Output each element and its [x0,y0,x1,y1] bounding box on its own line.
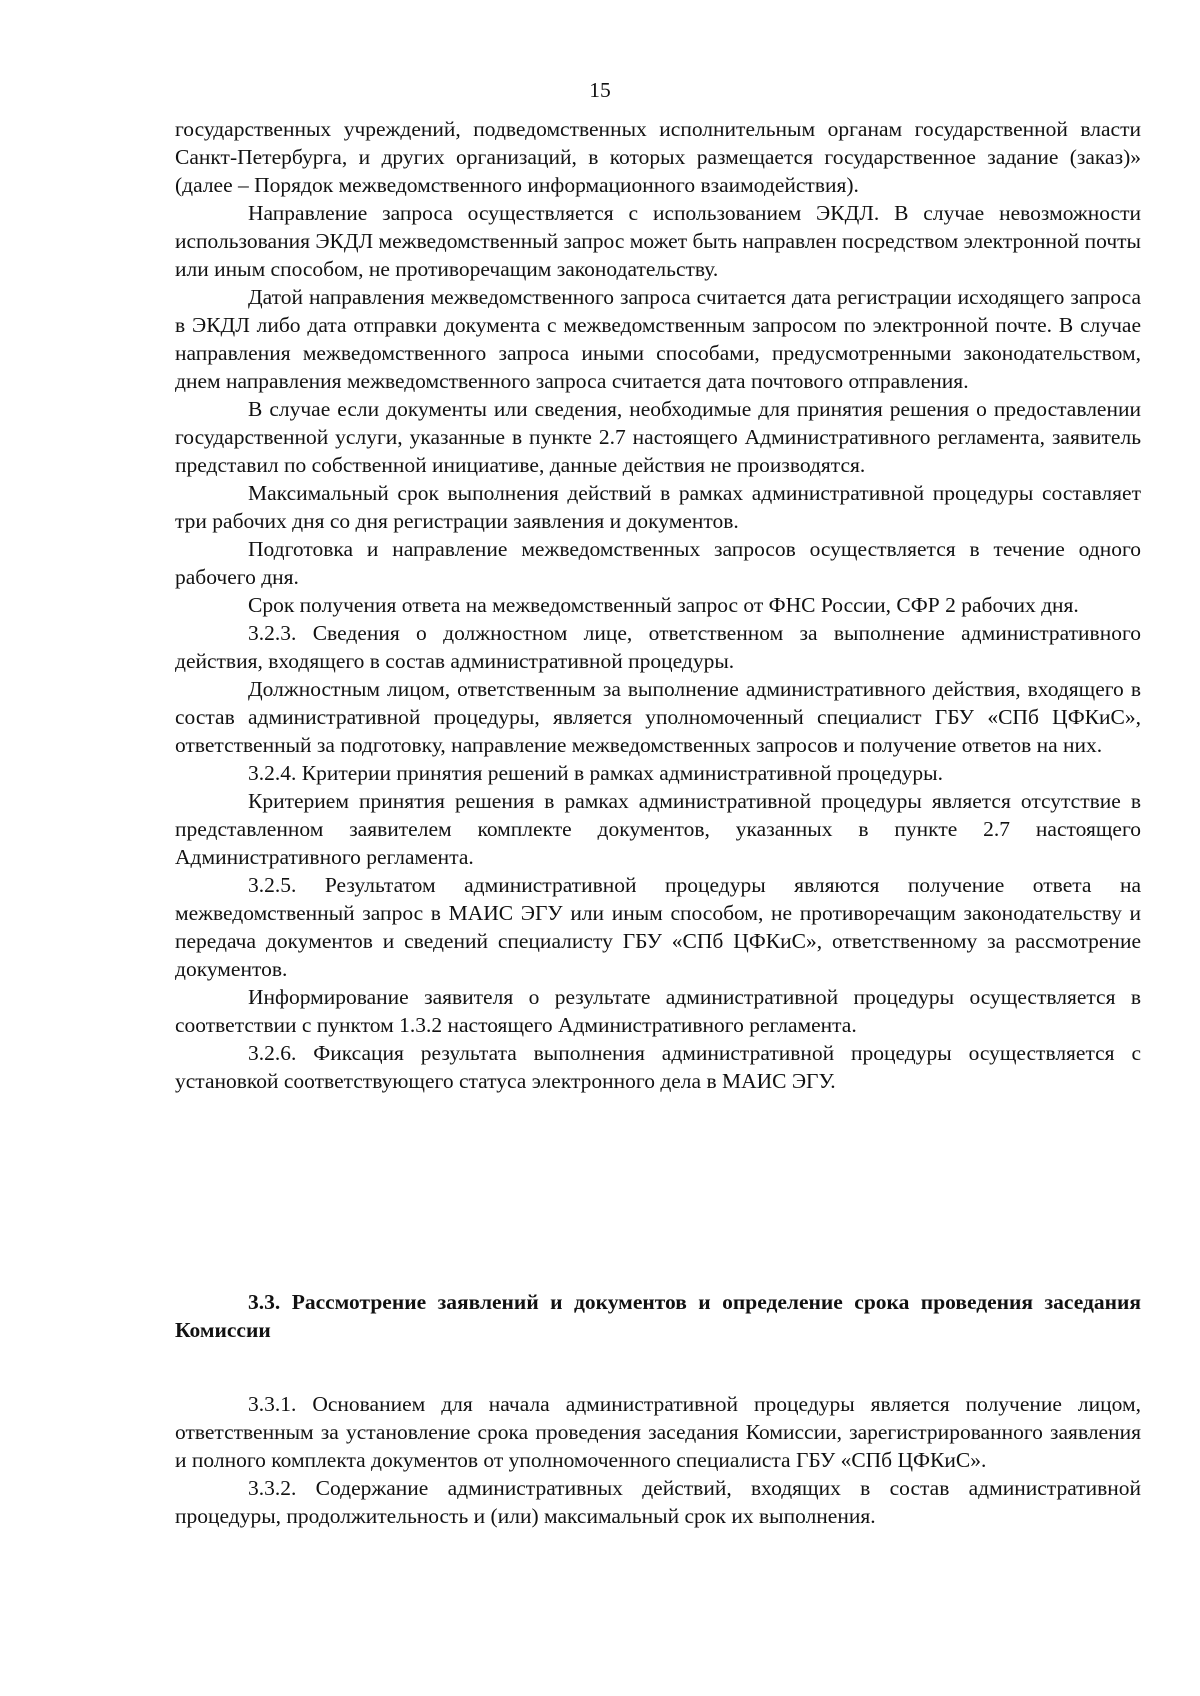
paragraph-own-initiative: В случае если документы или сведения, необходимые для принятия решения о предоставлении государственной услуги, указанные в пункте 2.7 настоящего Административного регламента, заявитель представил по собственной инициативе, данные действия не производятся. [175,397,1141,477]
paragraph-informing: Информирование заявителя о результате административной процедуры осуществляется в соответствии с пунктом 1.3.2 настоящего Административного регламента. [175,985,1141,1037]
paragraph-3-2-6: 3.2.6. Фиксация результата выполнения административной процедуры осуществляется с установкой соответствующего статуса электронного дела в МАИС ЭГУ. [175,1041,1141,1093]
section-body-text [175,1390,1141,1530]
section-heading: 3.3. Рассмотрение заявлений и документов и определение срока проведения заседания Комиссии [175,1290,1141,1342]
paragraph-continuation: государственных учреждений, подведомственных исполнительным органам государственной власти Санкт-Петербурга, и других организаций, в которых размещается государственное задание (заказ)» (далее – Порядок межведомственного информационного взаимодействия). [175,117,1141,197]
body-text [175,115,1141,1095]
paragraph-3-3-2: 3.3.2. Содержание административных действий, входящих в состав административной процедуры, продолжительность и (или) максимальный срок их выполнения. [175,1476,1141,1528]
paragraph-criterion: Критерием принятия решения в рамках административной процедуры является отсутствие в представленном заявителем комплекте документов, указанных в пункте 2.7 настоящего Административного регламента. [175,789,1141,869]
paragraph-3-2-5: 3.2.5. Результатом административной процедуры являются получение ответа на межведомственный запрос в МАИС ЭГУ или иным способом, не противоречащим законодательству и передача документов и сведений специалисту ГБУ «СПб ЦФКиС», ответственному за рассмотрение документов. [175,873,1141,981]
page-number: 15 [589,78,611,102]
paragraph-3-3-1: 3.3.1. Основанием для начала административной процедуры является получение лицом, ответственным за установление срока проведения заседания Комиссии, зарегистрированного заявления и полного комплекта документов от уполномоченного специалиста ГБУ «СПб ЦФКиС». [175,1392,1141,1472]
paragraph-request-direction: Направление запроса осуществляется с использованием ЭКДЛ. В случае невозможности использования ЭКДЛ межведомственный запрос может быть направлен посредством электронной почты или иным способом, не противоречащим законодательству. [175,201,1141,281]
paragraph-max-term: Максимальный срок выполнения действий в рамках административной процедуры составляет три рабочих дня со дня регистрации заявления и документов. [175,481,1141,533]
paragraph-3-2-4: 3.2.4. Критерии принятия решений в рамках административной процедуры. [248,761,944,785]
paragraph-response-term: Срок получения ответа на межведомственный запрос от ФНС России, СФР 2 рабочих дня. [248,593,1079,617]
paragraph-request-date: Датой направления межведомственного запроса считается дата регистрации исходящего запроса в ЭКДЛ либо дата отправки документа с межведомственным запросом по электронной почте. В случае направления межведомственного запроса иными способами, предусмотренными законодательством, днем направления межведомственного запроса считается дата почтового отправления. [175,285,1141,393]
paragraph-responsible-official: Должностным лицом, ответственным за выполнение административного действия, входящего в состав административной процедуры, является уполномоченный специалист ГБУ «СПб ЦФКиС», ответственный за подготовку, направление межведомственных запросов и получение ответов на них. [175,677,1141,757]
paragraph-preparation: Подготовка и направление межведомственных запросов осуществляется в течение одного рабочего дня. [175,537,1141,589]
paragraph-3-2-3: 3.2.3. Сведения о должностном лице, ответственном за выполнение административного действия, входящего в состав административной процедуры. [175,621,1141,673]
